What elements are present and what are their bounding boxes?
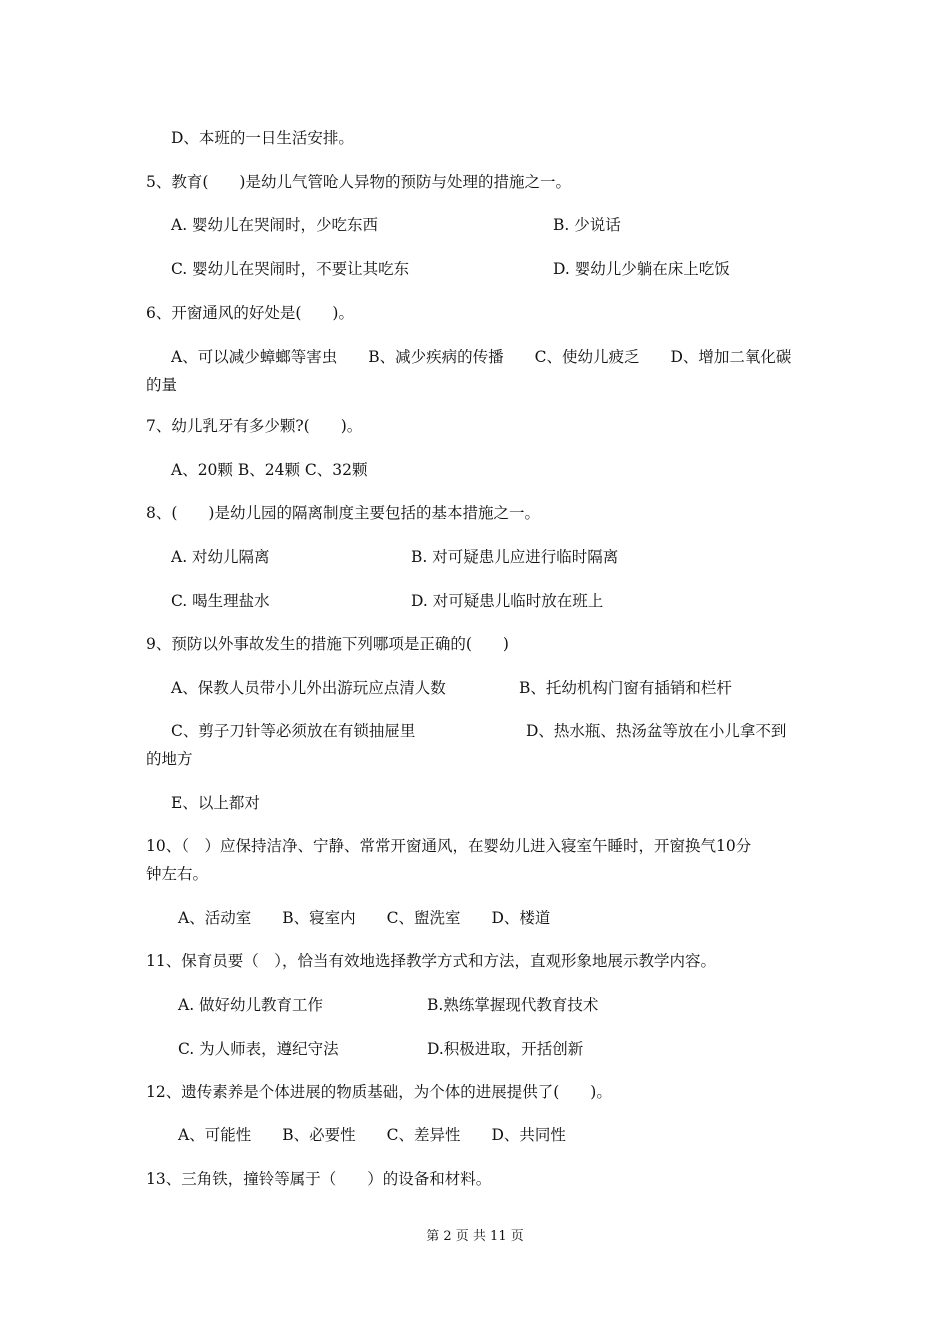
q11-option-d: D.积极进取，开括创新 — [427, 1040, 584, 1058]
q6-options-continued: 的量 — [146, 376, 178, 394]
page-footer: 第 2 页 共 11 页 — [426, 1229, 524, 1244]
q5-option-d: D. 婴幼儿少躺在床上吃饭 — [553, 260, 730, 278]
q8-option-b: B. 对可疑患儿应进行临时隔离 — [411, 548, 619, 566]
q9-option-d: D、热水瓶、热汤盆等放在小儿拿不到 — [526, 722, 787, 740]
q11-option-a: A. 做好幼儿教育工作 — [178, 996, 324, 1014]
question-10: 10、（ ）应保持洁净、宁静、常常开窗通风，在婴幼儿进入寝室午睡时，开窗换气10分 — [146, 837, 752, 855]
q8-option-d: D. 对可疑患儿临时放在班上 — [411, 592, 604, 610]
question-6: 6、开窗通风的好处是( )。 — [146, 304, 354, 322]
q9-option-c: C、剪子刀针等必须放在有锁抽屉里 — [171, 722, 416, 740]
q4-option-d: D、本班的一日生活安排。 — [171, 129, 354, 147]
q9-option-a: A、保教人员带小儿外出游玩应点清人数 — [171, 679, 446, 697]
question-5: 5、教育( )是幼儿气管呛人异物的预防与处理的措施之一。 — [146, 173, 571, 191]
q6-options: A、可以减少蟑螂等害虫 B、减少疾病的传播 C、使幼儿疲乏 D、增加二氧化碳 — [171, 348, 792, 366]
q12-options: A、可能性 B、必要性 C、差异性 D、共同性 — [178, 1126, 566, 1144]
q8-option-c: C. 喝生理盐水 — [171, 592, 270, 610]
q11-option-b: B.熟练掌握现代教育技术 — [427, 996, 599, 1014]
question-7: 7、幼儿乳牙有多少颗?( )。 — [146, 417, 363, 435]
q10-options: A、活动室 B、寝室内 C、盥洗室 D、楼道 — [178, 909, 551, 927]
question-11: 11、保育员要（ ），恰当有效地选择教学方式和方法，直观形象地展示教学内容。 — [146, 952, 716, 970]
q9-option-b: B、托幼机构门窗有插销和栏杆 — [519, 679, 732, 697]
q7-options: A、20颗 B、24颗 C、32颗 — [171, 461, 368, 479]
question-10-continued: 钟左右。 — [146, 865, 209, 883]
q8-option-a: A. 对幼儿隔离 — [171, 548, 270, 566]
q11-option-c: C. 为人师表，遵纪守法 — [178, 1040, 339, 1058]
q5-option-c: C. 婴幼儿在哭闹时，不要让其吃东 — [171, 260, 410, 278]
question-12: 12、遗传素养是个体进展的物质基础，为个体的进展提供了( )。 — [146, 1083, 612, 1101]
question-13: 13、三角铁，撞铃等属于（ ）的设备和材料。 — [146, 1170, 492, 1188]
question-9: 9、预防以外事故发生的措施下列哪项是正确的( ) — [146, 635, 509, 653]
q9-option-d-continued: 的地方 — [146, 750, 193, 768]
question-8: 8、( )是幼儿园的隔离制度主要包括的基本措施之一。 — [146, 504, 540, 522]
q9-option-e: E、以上都对 — [171, 794, 260, 812]
q5-option-b: B. 少说话 — [553, 216, 621, 234]
q5-option-a: A. 婴幼儿在哭闹时，少吃东西 — [171, 216, 379, 234]
